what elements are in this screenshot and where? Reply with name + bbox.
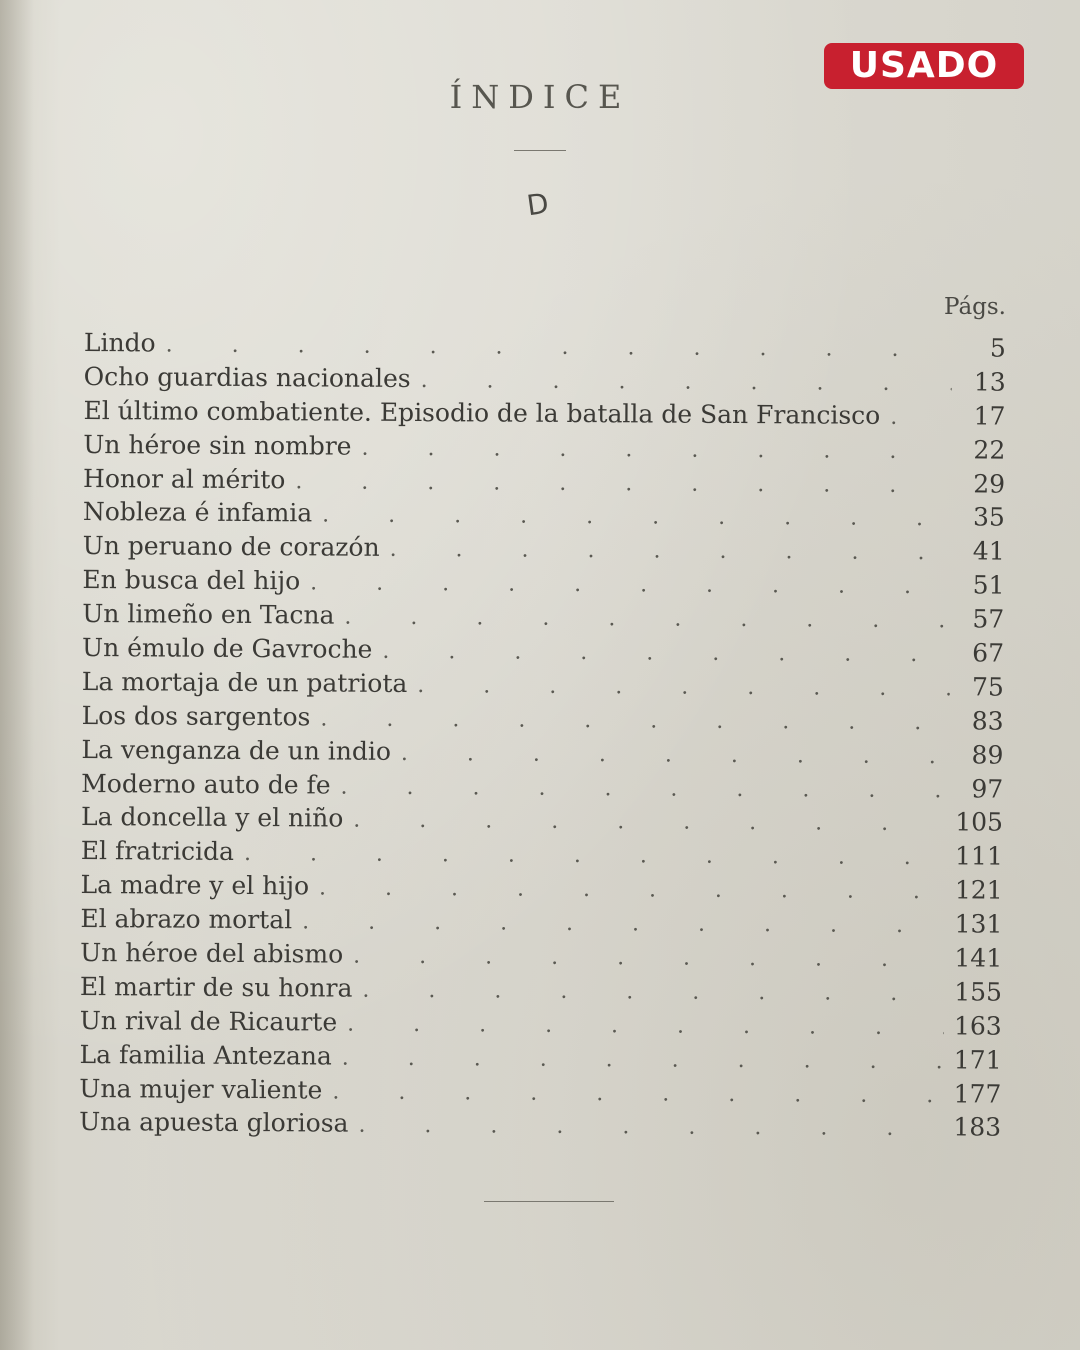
toc-entry-page: 83 [971,706,1004,736]
dot-leader [401,741,950,769]
dot-leader [382,639,950,667]
title-rule [514,150,566,151]
toc-entry-page: 171 [953,1045,1002,1075]
toc-entry-title: Un héroe del abismo [80,938,344,969]
dot-leader [342,1045,944,1074]
toc-entry [84,328,1006,368]
toc-entry [79,1107,1001,1147]
toc-entry [80,938,1002,978]
toc-entry-title: El fratricida [80,836,235,867]
dot-leader [166,332,952,362]
toc-entry [81,769,1003,809]
toc-entry [83,396,1005,436]
toc-entry-page: 13 [973,367,1006,397]
dot-leader [322,503,951,532]
dot-leader [295,469,951,498]
toc-entry-title: Lindo [83,328,156,358]
toc-entry-title: Un émulo de Gavroche [81,633,373,664]
toc-entry [82,565,1004,605]
toc-entry-page: 141 [954,943,1003,973]
dot-leader [362,978,944,1007]
toc-entry-page: 29 [973,468,1006,499]
toc-entry-page: 111 [954,841,1003,871]
dot-leader [244,841,945,870]
toc-entry [80,904,1002,944]
toc-entry [82,667,1004,707]
dot-leader [390,537,951,565]
toc-entry-page: 41 [972,536,1005,566]
dot-leader [421,368,952,396]
toc-entry-title: La venganza de un indio [81,734,392,766]
toc-entry-page: 57 [972,604,1005,634]
toc-entry-title: Una apuesta gloriosa [79,1107,349,1139]
toc-entry [81,802,1003,842]
toc-entry [81,836,1003,876]
toc-entry-title: La madre y el hijo [80,870,310,901]
toc-entry-page: 97 [971,774,1004,804]
toc-entry-page: 67 [972,638,1005,668]
toc-entry [79,1040,1001,1080]
toc-entry [79,1074,1001,1114]
toc-entry-title: Moderno auto de fe [81,768,331,800]
toc-entry-page: 51 [972,570,1005,600]
dot-leader [417,673,950,701]
toc-entry-page: 35 [972,502,1005,533]
toc-entry-page: 177 [953,1078,1002,1109]
toc-entry [84,362,1006,402]
toc-entry-title: Honor al mérito [82,463,286,494]
toc-entry-page: 121 [954,875,1003,905]
toc-entry-page: 105 [955,807,1004,838]
dot-leader [890,405,951,430]
toc-entry [83,430,1005,470]
toc-entry-page: 5 [989,333,1006,363]
toc-entry-page: 155 [954,977,1003,1007]
toc-entry [80,870,1002,910]
toc-entry-title: Ocho guardias nacionales [83,361,411,393]
dot-leader [353,808,945,837]
dot-leader [302,909,945,938]
toc-entry-title: En busca del hijo [82,565,301,596]
dot-leader [340,774,949,803]
toc-entry [83,531,1005,571]
dot-leader [361,435,951,464]
dot-leader [310,571,950,600]
toc-entry-title: El último combatiente. Episodio de la batalla de San Francisco [83,395,881,430]
toc-entry [81,735,1003,775]
dot-leader [344,605,950,634]
toc-entry-page: 17 [973,401,1006,431]
toc-entry [80,1006,1002,1046]
toc-entry [82,701,1004,741]
toc-entry-title: El abrazo mortal [80,904,293,935]
toc-entry-page: 163 [953,1011,1002,1041]
bottom-rule [484,1201,614,1202]
toc-entry-title: Una mujer valiente [79,1073,323,1105]
handwritten-mark: D [524,186,551,223]
toc-entry [82,599,1004,639]
page-title: ÍNDICE [449,78,631,116]
toc-entry [82,633,1004,673]
toc-entry-title: La mortaja de un patriota [81,666,408,698]
pages-column-header: Págs. [944,294,1006,320]
dot-leader [353,944,944,973]
toc-entry-title: Un héroe sin nombre [83,429,352,461]
toc-entry-page: 75 [971,672,1004,702]
toc-entry-title: Nobleza é infamia [82,497,313,528]
toc-entry-page: 89 [971,740,1004,770]
toc-entry-page: 22 [973,435,1006,465]
toc-entry-title: Un peruano de corazón [82,531,380,563]
toc-entry-page: 183 [953,1112,1002,1143]
dot-leader [347,1011,944,1040]
dot-leader [332,1079,943,1108]
toc-entry-page: 131 [954,909,1003,939]
toc-entry-title: Los dos sargentos [81,700,311,732]
toc-entry-title: El martir de su honra [79,971,353,1003]
toc-entry-title: La familia Antezana [79,1039,332,1071]
toc-entry [83,497,1005,537]
toc-entry [80,972,1002,1012]
table-of-contents [79,328,1006,1147]
book-gutter-shadow [0,0,34,1350]
toc-entry-title: Un rival de Ricaurte [79,1005,338,1037]
toc-entry-title: Un limeño en Tacna [82,599,335,630]
dot-leader [358,1113,943,1142]
dot-leader [319,876,945,905]
used-badge: USADO [824,43,1024,89]
toc-entry-title: La doncella y el niño [80,802,344,834]
dot-leader [320,706,949,735]
toc-entry [83,464,1005,504]
